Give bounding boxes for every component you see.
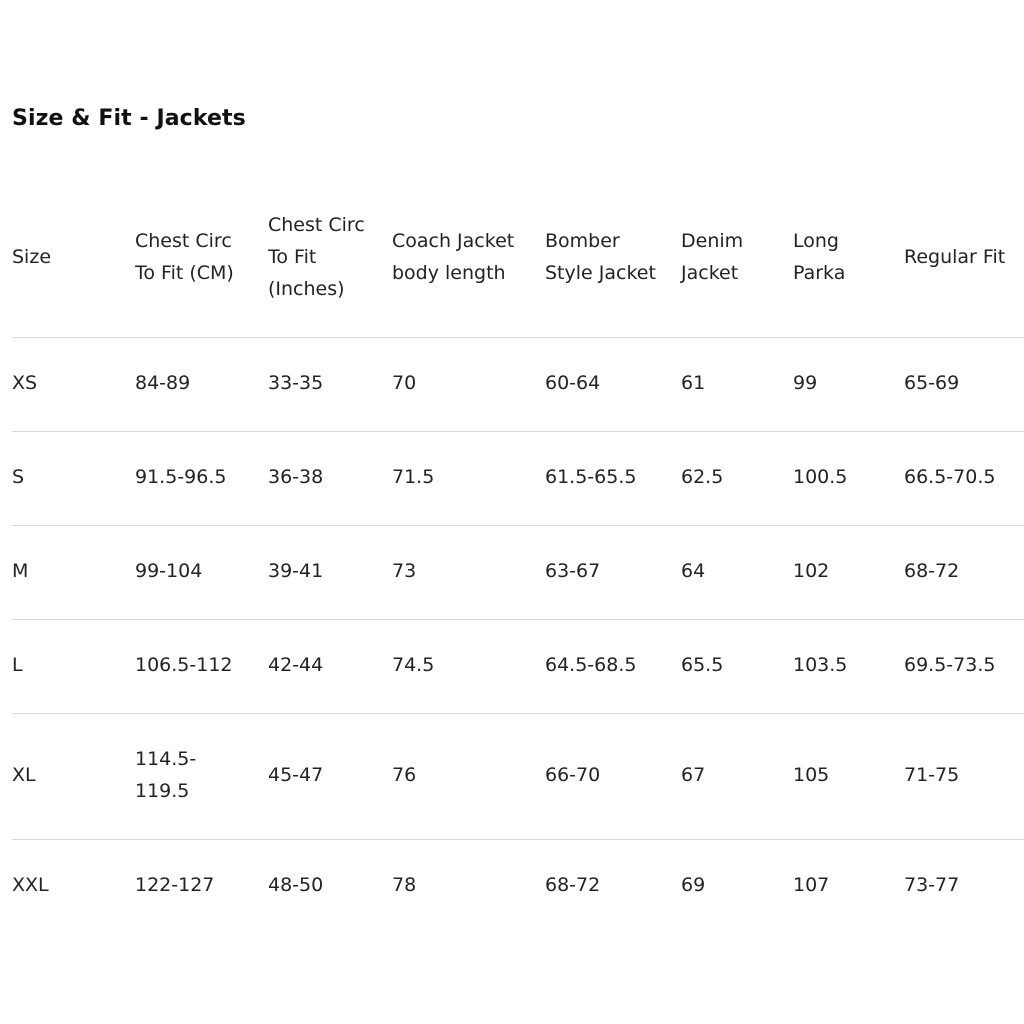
table-cell: 69 (681, 874, 706, 896)
table-cell: 91.5-96.5 (135, 466, 227, 488)
table-cell: 114.5- 119.5 (135, 748, 197, 802)
column-header: Long Parka (793, 230, 846, 284)
table-cell: 69.5-73.5 (904, 654, 996, 676)
table-cell: 74.5 (392, 654, 435, 676)
row-divider (12, 431, 1024, 432)
size-label: XXL (12, 874, 49, 896)
table-cell: 71.5 (392, 466, 435, 488)
table-cell: 36-38 (268, 466, 324, 488)
column-header: Chest Circ To Fit (CM) (135, 230, 234, 284)
table-cell: 103.5 (793, 654, 848, 676)
size-label: M (12, 560, 29, 582)
table-cell: 66.5-70.5 (904, 466, 996, 488)
table-cell: 63-67 (545, 560, 601, 582)
table-cell: 99-104 (135, 560, 203, 582)
size-label: XL (12, 764, 36, 786)
table-cell: 100.5 (793, 466, 848, 488)
table-cell: 68-72 (904, 560, 960, 582)
column-header: Chest Circ To Fit (Inches) (268, 214, 365, 300)
table-cell: 73 (392, 560, 417, 582)
table-cell: 67 (681, 764, 706, 786)
page-title: Size & Fit - Jackets (12, 106, 246, 131)
table-cell: 76 (392, 764, 417, 786)
row-divider (12, 619, 1024, 620)
table-cell: 64 (681, 560, 706, 582)
table-cell: 33-35 (268, 372, 324, 394)
row-divider (12, 525, 1024, 526)
size-label: XS (12, 372, 38, 394)
table-cell: 66-70 (545, 764, 601, 786)
column-header: Size (12, 246, 52, 268)
table-cell: 45-47 (268, 764, 324, 786)
column-header: Regular Fit (904, 246, 1006, 268)
row-divider (12, 713, 1024, 714)
table-cell: 70 (392, 372, 417, 394)
table-cell: 62.5 (681, 466, 724, 488)
table-cell: 84-89 (135, 372, 191, 394)
table-cell: 122-127 (135, 874, 215, 896)
table-cell: 78 (392, 874, 417, 896)
column-header: Bomber Style Jacket (545, 230, 656, 284)
size-label: S (12, 466, 25, 488)
table-cell: 64.5-68.5 (545, 654, 637, 676)
table-cell: 73-77 (904, 874, 960, 896)
table-cell: 61.5-65.5 (545, 466, 637, 488)
table-cell: 106.5-112 (135, 654, 233, 676)
table-cell: 105 (793, 764, 830, 786)
table-cell: 102 (793, 560, 830, 582)
table-cell: 107 (793, 874, 830, 896)
size-label: L (12, 654, 23, 676)
table-cell: 61 (681, 372, 706, 394)
table-cell: 42-44 (268, 654, 324, 676)
table-cell: 99 (793, 372, 818, 394)
table-cell: 39-41 (268, 560, 324, 582)
table-cell: 60-64 (545, 372, 601, 394)
table-cell: 71-75 (904, 764, 960, 786)
table-cell: 48-50 (268, 874, 324, 896)
table-cell: 65-69 (904, 372, 960, 394)
table-cell: 68-72 (545, 874, 601, 896)
row-divider (12, 839, 1024, 840)
column-header: Denim Jacket (681, 230, 744, 284)
table-cell: 65.5 (681, 654, 724, 676)
column-header: Coach Jacket body length (392, 230, 515, 284)
row-divider (12, 337, 1024, 338)
